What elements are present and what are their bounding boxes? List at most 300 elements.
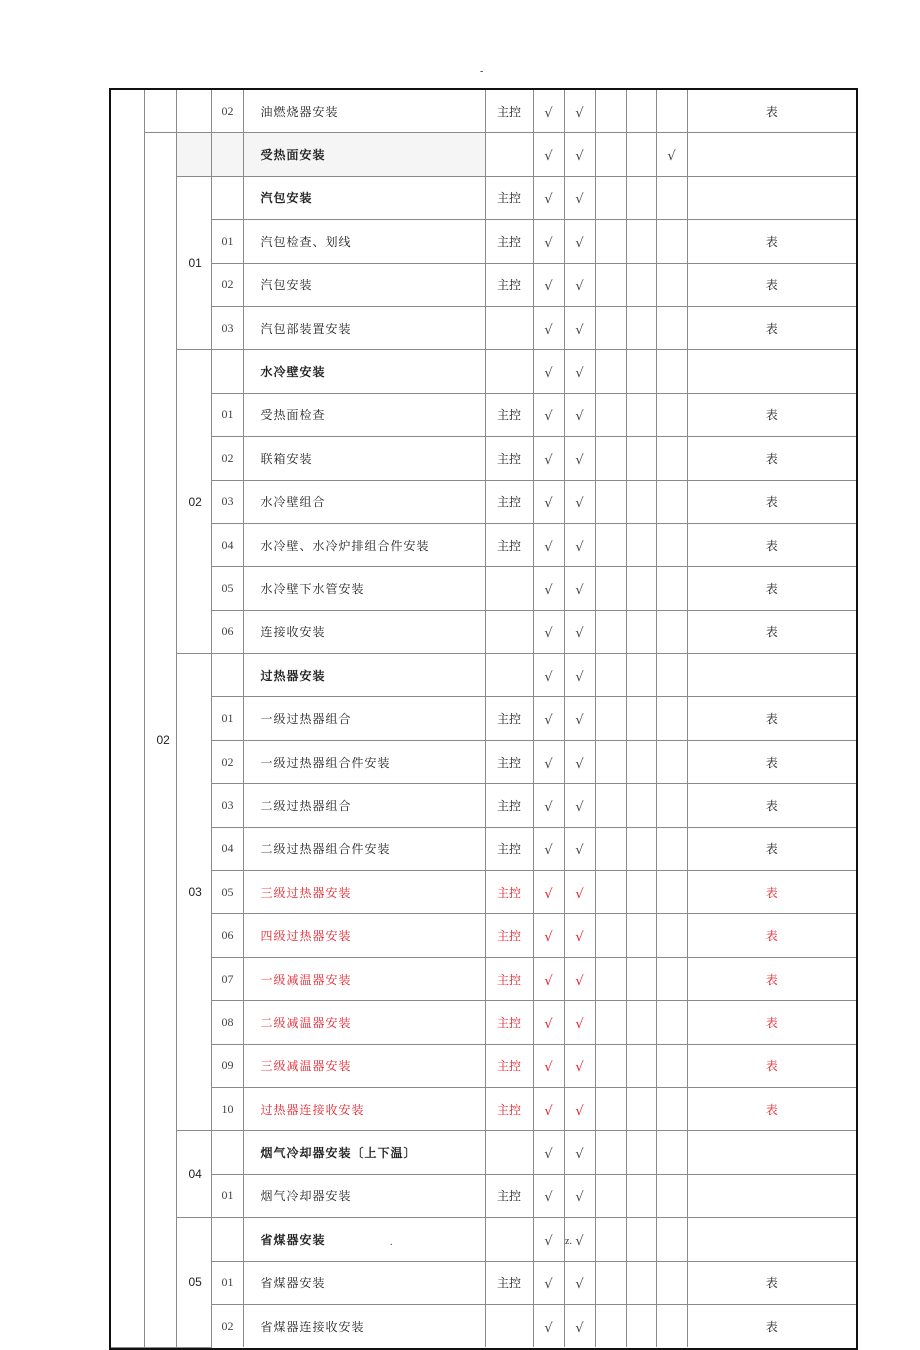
check-mark-cell: √ xyxy=(533,393,564,436)
check-mark-cell xyxy=(626,133,656,176)
check-mark-cell xyxy=(656,263,687,306)
check-mark-cell: √ xyxy=(533,1218,564,1261)
check-mark-cell xyxy=(656,871,687,914)
check-mark-cell xyxy=(595,1131,626,1174)
form-ref-cell: 表 xyxy=(687,914,856,957)
table-row xyxy=(111,306,856,349)
check-mark-cell: √ xyxy=(564,1218,595,1261)
check-mark-cell xyxy=(595,914,626,957)
control-level-cell: 主控 xyxy=(485,263,533,306)
check-mark-cell xyxy=(626,350,656,393)
form-ref-cell: 表 xyxy=(687,393,856,436)
subunit-code-cell: 03 xyxy=(176,654,211,1131)
check-mark-cell: √ xyxy=(564,914,595,957)
subunit-code-cell: 01 xyxy=(176,176,211,350)
check-mark-cell xyxy=(656,1044,687,1087)
check-mark-cell xyxy=(626,784,656,827)
item-code-cell: 04 xyxy=(211,523,243,566)
check-mark-cell xyxy=(595,567,626,610)
item-code-cell: 02 xyxy=(211,90,243,133)
item-code-cell: 03 xyxy=(211,784,243,827)
check-mark-cell xyxy=(626,523,656,566)
check-mark-cell xyxy=(595,610,626,653)
check-mark-cell: √ xyxy=(564,610,595,653)
check-mark-cell: √ xyxy=(564,1131,595,1174)
check-mark-cell: √ xyxy=(564,263,595,306)
item-name-cell: 水冷壁、水冷炉排组合件安装 xyxy=(243,523,485,566)
item-code-cell: 04 xyxy=(211,827,243,870)
item-name-cell: 连接收安装 xyxy=(243,610,485,653)
form-ref-cell: 表 xyxy=(687,437,856,480)
control-level-cell: 主控 xyxy=(485,1087,533,1130)
table-row xyxy=(111,1304,856,1347)
control-level-cell: 主控 xyxy=(485,1001,533,1044)
control-level-cell: 主控 xyxy=(485,176,533,219)
table-row xyxy=(111,740,856,783)
item-name-cell: 一级过热器组合件安装 xyxy=(243,740,485,783)
check-mark-cell: √ xyxy=(564,1001,595,1044)
check-mark-cell xyxy=(656,350,687,393)
control-level-cell: 主控 xyxy=(485,784,533,827)
check-mark-cell: √ xyxy=(533,1001,564,1044)
check-mark-cell xyxy=(656,827,687,870)
control-level-cell: 主控 xyxy=(485,1261,533,1304)
item-name-cell: 三级减温器安装 xyxy=(243,1044,485,1087)
item-name-cell: 水冷壁下水管安装 xyxy=(243,567,485,610)
item-name-cell: 汽包安装 xyxy=(243,263,485,306)
check-mark-cell: √ xyxy=(564,740,595,783)
control-level-cell xyxy=(485,1304,533,1347)
check-mark-cell xyxy=(656,176,687,219)
item-name-cell: 四级过热器安装 xyxy=(243,914,485,957)
check-mark-cell xyxy=(656,220,687,263)
item-code-cell: 10 xyxy=(211,1087,243,1130)
check-mark-cell: √ xyxy=(533,176,564,219)
check-mark-cell xyxy=(626,654,656,697)
check-mark-cell: √ xyxy=(564,480,595,523)
check-mark-cell: √ xyxy=(564,1174,595,1217)
check-mark-cell xyxy=(595,306,626,349)
control-level-cell: 主控 xyxy=(485,480,533,523)
check-mark-cell xyxy=(656,1174,687,1217)
control-level-cell: 主控 xyxy=(485,523,533,566)
page-bottom-mark-right: z. xyxy=(565,1236,572,1247)
subunit-code-cell: 05 xyxy=(176,1218,211,1348)
table-row xyxy=(111,1044,856,1087)
check-mark-cell: √ xyxy=(533,523,564,566)
check-mark-cell xyxy=(626,90,656,133)
control-level-cell xyxy=(485,654,533,697)
check-mark-cell: √ xyxy=(564,350,595,393)
check-mark-cell xyxy=(626,1174,656,1217)
check-mark-cell xyxy=(595,1087,626,1130)
check-mark-cell xyxy=(656,523,687,566)
check-mark-cell: √ xyxy=(533,1261,564,1304)
item-code-cell xyxy=(211,133,243,176)
table-row xyxy=(111,480,856,523)
check-mark-cell xyxy=(595,1001,626,1044)
check-mark-cell xyxy=(656,1131,687,1174)
control-level-cell xyxy=(485,1218,533,1261)
check-mark-cell: √ xyxy=(564,133,595,176)
item-code-cell: 08 xyxy=(211,1001,243,1044)
check-mark-cell: √ xyxy=(564,220,595,263)
form-ref-cell: 表 xyxy=(687,697,856,740)
check-mark-cell xyxy=(656,697,687,740)
item-code-cell: 09 xyxy=(211,1044,243,1087)
check-mark-cell: √ xyxy=(564,1261,595,1304)
check-mark-cell xyxy=(626,697,656,740)
table-row xyxy=(111,654,856,697)
item-name-cell: 联箱安装 xyxy=(243,437,485,480)
check-mark-cell xyxy=(595,1218,626,1261)
item-code-cell: 07 xyxy=(211,957,243,1000)
check-mark-cell xyxy=(656,1261,687,1304)
check-mark-cell xyxy=(626,306,656,349)
table-row xyxy=(111,133,856,176)
check-mark-cell xyxy=(656,90,687,133)
form-ref-cell: 表 xyxy=(687,306,856,349)
form-ref-cell: 表 xyxy=(687,1261,856,1304)
form-ref-cell xyxy=(687,1131,856,1174)
form-ref-cell: 表 xyxy=(687,523,856,566)
item-code-cell: 02 xyxy=(211,263,243,306)
check-mark-cell xyxy=(626,1001,656,1044)
page-top-mark: - xyxy=(480,66,484,77)
check-mark-cell xyxy=(656,914,687,957)
item-name-cell: 受热面检查 xyxy=(243,393,485,436)
table-row xyxy=(111,220,856,263)
item-code-cell: 01 xyxy=(211,393,243,436)
check-mark-cell xyxy=(626,567,656,610)
check-mark-cell: √ xyxy=(564,957,595,1000)
check-mark-cell xyxy=(595,827,626,870)
item-code-cell: 01 xyxy=(211,697,243,740)
check-mark-cell xyxy=(595,263,626,306)
form-ref-cell: 表 xyxy=(687,480,856,523)
check-mark-cell xyxy=(626,871,656,914)
table-row xyxy=(111,1131,856,1174)
item-name-cell: 二级减温器安装 xyxy=(243,1001,485,1044)
subunit-code-cell: 02 xyxy=(176,350,211,654)
check-mark-cell: √ xyxy=(564,393,595,436)
table-body xyxy=(111,90,856,1347)
check-mark-cell xyxy=(626,1044,656,1087)
control-level-cell xyxy=(485,1131,533,1174)
check-mark-cell xyxy=(595,1261,626,1304)
form-ref-cell: 表 xyxy=(687,740,856,783)
check-mark-cell xyxy=(656,1087,687,1130)
check-mark-cell xyxy=(656,957,687,1000)
check-mark-cell xyxy=(656,567,687,610)
check-mark-cell: √ xyxy=(533,697,564,740)
form-ref-cell: 表 xyxy=(687,1044,856,1087)
table-row xyxy=(111,437,856,480)
form-ref-cell: 表 xyxy=(687,827,856,870)
item-code-cell: 01 xyxy=(211,1261,243,1304)
item-name-cell: 受热面安装 xyxy=(243,133,485,176)
check-mark-cell xyxy=(626,827,656,870)
check-mark-cell: √ xyxy=(533,437,564,480)
subunit-code-cell: 04 xyxy=(176,1131,211,1218)
division-cell xyxy=(111,90,144,1347)
item-code-cell: 05 xyxy=(211,871,243,914)
control-level-cell: 主控 xyxy=(485,957,533,1000)
item-code-cell: 06 xyxy=(211,610,243,653)
form-ref-cell xyxy=(687,176,856,219)
check-mark-cell: √ xyxy=(533,263,564,306)
check-mark-cell: √ xyxy=(533,740,564,783)
check-mark-cell: √ xyxy=(533,1174,564,1217)
subunit-code-cell xyxy=(176,90,211,133)
check-mark-cell: √ xyxy=(564,176,595,219)
check-mark-cell xyxy=(595,437,626,480)
item-code-cell xyxy=(211,654,243,697)
inspection-items-table xyxy=(111,90,856,1348)
item-name-cell: 三级过热器安装 xyxy=(243,871,485,914)
control-level-cell xyxy=(485,567,533,610)
check-mark-cell xyxy=(626,480,656,523)
item-name-cell: 过热器连接收安装 xyxy=(243,1087,485,1130)
check-mark-cell: √ xyxy=(533,220,564,263)
check-mark-cell xyxy=(626,1261,656,1304)
check-mark-cell xyxy=(626,393,656,436)
check-mark-cell xyxy=(656,740,687,783)
form-ref-cell xyxy=(687,350,856,393)
control-level-cell: 主控 xyxy=(485,90,533,133)
check-mark-cell: √ xyxy=(533,306,564,349)
table-row xyxy=(111,1218,856,1261)
table-row xyxy=(111,523,856,566)
check-mark-cell xyxy=(595,1304,626,1347)
item-name-cell: 一级过热器组合 xyxy=(243,697,485,740)
check-mark-cell: √ xyxy=(533,957,564,1000)
form-ref-cell: 表 xyxy=(687,90,856,133)
table-row xyxy=(111,90,856,133)
check-mark-cell: √ xyxy=(564,871,595,914)
item-name-cell: 省煤器连接收安装 xyxy=(243,1304,485,1347)
control-level-cell: 主控 xyxy=(485,740,533,783)
check-mark-cell xyxy=(595,697,626,740)
item-code-cell xyxy=(211,1218,243,1261)
table-row xyxy=(111,871,856,914)
control-level-cell: 主控 xyxy=(485,437,533,480)
unit-code-cell xyxy=(144,90,176,133)
form-ref-cell: 表 xyxy=(687,220,856,263)
item-code-cell xyxy=(211,176,243,219)
check-mark-cell: √ xyxy=(533,1304,564,1347)
control-level-cell: 主控 xyxy=(485,827,533,870)
check-mark-cell: √ xyxy=(564,567,595,610)
check-mark-cell: √ xyxy=(564,784,595,827)
item-code-cell: 06 xyxy=(211,914,243,957)
item-code-cell: 01 xyxy=(211,220,243,263)
table-row xyxy=(111,610,856,653)
check-mark-cell xyxy=(626,263,656,306)
table-row xyxy=(111,784,856,827)
item-name-cell: 汽包安装 xyxy=(243,176,485,219)
form-ref-cell: 表 xyxy=(687,1001,856,1044)
check-mark-cell: √ xyxy=(533,90,564,133)
form-ref-cell: 表 xyxy=(687,1304,856,1347)
item-name-cell: 一级减温器安装 xyxy=(243,957,485,1000)
item-name-cell: 烟气冷却器安装 xyxy=(243,1174,485,1217)
check-mark-cell xyxy=(595,176,626,219)
item-name-cell: 烟气冷却器安装〔上下温〕 xyxy=(243,1131,485,1174)
check-mark-cell: √ xyxy=(533,610,564,653)
table-row xyxy=(111,1174,856,1217)
check-mark-cell xyxy=(595,220,626,263)
table-row xyxy=(111,263,856,306)
table-row xyxy=(111,957,856,1000)
check-mark-cell: √ xyxy=(564,306,595,349)
check-mark-cell: √ xyxy=(533,914,564,957)
check-mark-cell: √ xyxy=(533,827,564,870)
check-mark-cell xyxy=(595,350,626,393)
form-ref-cell: 表 xyxy=(687,957,856,1000)
table-row xyxy=(111,1001,856,1044)
table-row xyxy=(111,176,856,219)
control-level-cell xyxy=(485,610,533,653)
check-mark-cell xyxy=(595,523,626,566)
check-mark-cell: √ xyxy=(533,654,564,697)
check-mark-cell xyxy=(626,1218,656,1261)
form-ref-cell: 表 xyxy=(687,784,856,827)
check-mark-cell xyxy=(626,176,656,219)
control-level-cell xyxy=(485,350,533,393)
check-mark-cell: √ xyxy=(564,437,595,480)
form-ref-cell xyxy=(687,654,856,697)
control-level-cell: 主控 xyxy=(485,220,533,263)
control-level-cell: 主控 xyxy=(485,1174,533,1217)
check-mark-cell xyxy=(595,740,626,783)
check-mark-cell xyxy=(626,740,656,783)
control-level-cell: 主控 xyxy=(485,1044,533,1087)
table-row xyxy=(111,1261,856,1304)
item-name-cell: 汽包检查、划线 xyxy=(243,220,485,263)
check-mark-cell xyxy=(595,957,626,1000)
check-mark-cell: √ xyxy=(533,350,564,393)
item-code-cell xyxy=(211,1131,243,1174)
check-mark-cell: √ xyxy=(564,523,595,566)
item-name-cell: 水冷壁安装 xyxy=(243,350,485,393)
check-mark-cell xyxy=(595,784,626,827)
check-mark-cell xyxy=(626,1131,656,1174)
check-mark-cell: √ xyxy=(533,1087,564,1130)
check-mark-cell xyxy=(626,914,656,957)
check-mark-cell xyxy=(595,480,626,523)
unit-code-cell: 02 xyxy=(144,133,176,1347)
check-mark-cell xyxy=(595,90,626,133)
check-mark-cell: √ xyxy=(564,1304,595,1347)
item-code-cell: 01 xyxy=(211,1174,243,1217)
item-name-cell: 省煤器安装 xyxy=(243,1218,485,1261)
item-name-cell: 二级过热器组合 xyxy=(243,784,485,827)
check-mark-cell xyxy=(626,1304,656,1347)
control-level-cell: 主控 xyxy=(485,393,533,436)
item-name-cell: 油燃烧器安装 xyxy=(243,90,485,133)
item-code-cell xyxy=(211,350,243,393)
check-mark-cell xyxy=(595,1174,626,1217)
check-mark-cell xyxy=(656,610,687,653)
control-level-cell: 主控 xyxy=(485,871,533,914)
item-code-cell: 05 xyxy=(211,567,243,610)
check-mark-cell xyxy=(626,957,656,1000)
check-mark-cell: √ xyxy=(533,133,564,176)
control-level-cell: 主控 xyxy=(485,697,533,740)
check-mark-cell: √ xyxy=(564,1087,595,1130)
item-name-cell: 水冷壁组合 xyxy=(243,480,485,523)
table-row xyxy=(111,914,856,957)
check-mark-cell: √ xyxy=(564,697,595,740)
form-ref-cell: 表 xyxy=(687,263,856,306)
form-ref-cell: 表 xyxy=(687,1087,856,1130)
form-ref-cell: 表 xyxy=(687,610,856,653)
control-level-cell xyxy=(485,133,533,176)
check-mark-cell: √ xyxy=(533,1044,564,1087)
form-ref-cell xyxy=(687,1174,856,1217)
item-code-cell: 03 xyxy=(211,306,243,349)
check-mark-cell xyxy=(595,133,626,176)
form-ref-cell xyxy=(687,1218,856,1261)
item-name-cell: 二级过热器组合件安装 xyxy=(243,827,485,870)
check-mark-cell xyxy=(656,654,687,697)
item-code-cell: 02 xyxy=(211,1304,243,1347)
check-mark-cell: √ xyxy=(656,133,687,176)
check-mark-cell xyxy=(626,437,656,480)
check-mark-cell: √ xyxy=(533,480,564,523)
check-mark-cell xyxy=(656,480,687,523)
check-mark-cell xyxy=(656,437,687,480)
check-mark-cell: √ xyxy=(564,654,595,697)
item-name-cell: 省煤器安装 xyxy=(243,1261,485,1304)
page-bottom-mark-left: . xyxy=(390,1237,393,1248)
check-mark-cell: √ xyxy=(564,90,595,133)
check-mark-cell xyxy=(595,654,626,697)
item-name-cell: 过热器安装 xyxy=(243,654,485,697)
control-level-cell: 主控 xyxy=(485,914,533,957)
table-row xyxy=(111,697,856,740)
check-mark-cell: √ xyxy=(564,1044,595,1087)
check-mark-cell: √ xyxy=(533,567,564,610)
check-mark-cell xyxy=(656,306,687,349)
check-mark-cell: √ xyxy=(533,784,564,827)
check-mark-cell xyxy=(595,393,626,436)
check-mark-cell xyxy=(595,871,626,914)
item-name-cell: 汽包部装置安装 xyxy=(243,306,485,349)
table-row xyxy=(111,567,856,610)
check-mark-cell xyxy=(595,1044,626,1087)
form-ref-cell: 表 xyxy=(687,871,856,914)
check-mark-cell xyxy=(656,393,687,436)
check-mark-cell: √ xyxy=(533,871,564,914)
table-row xyxy=(111,393,856,436)
check-mark-cell xyxy=(626,220,656,263)
table-row xyxy=(111,827,856,870)
table-row xyxy=(111,350,856,393)
form-ref-cell xyxy=(687,133,856,176)
item-code-cell: 03 xyxy=(211,480,243,523)
check-mark-cell: √ xyxy=(564,827,595,870)
check-mark-cell xyxy=(656,1001,687,1044)
check-mark-cell xyxy=(626,610,656,653)
check-mark-cell xyxy=(656,1218,687,1261)
quality-inspection-table xyxy=(109,88,858,1350)
form-ref-cell: 表 xyxy=(687,567,856,610)
check-mark-cell xyxy=(656,1304,687,1347)
control-level-cell xyxy=(485,306,533,349)
check-mark-cell xyxy=(656,784,687,827)
